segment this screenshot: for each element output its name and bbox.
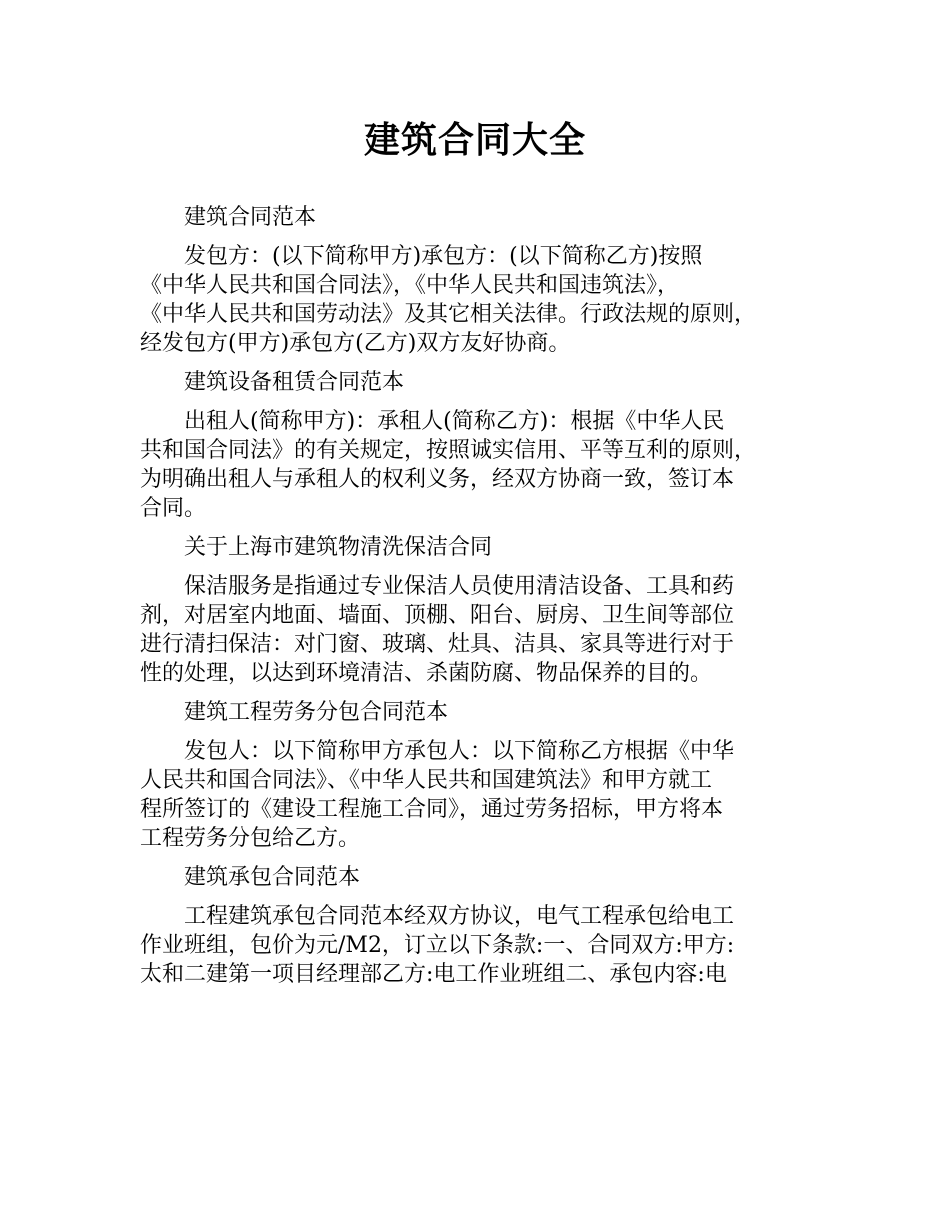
- paragraph-line: 剂，对居室内地面、墙面、顶棚、阳台、厨房、卫生间等部位: [140, 603, 735, 628]
- document-body: [140, 203, 824, 999]
- paragraph-line: 《中华人民共和国劳动法》及其它相关法律。行政法规的原则，: [140, 302, 757, 327]
- paragraph-line: 合同。: [140, 496, 207, 521]
- section-paragraph: [140, 572, 824, 688]
- section-heading: 建筑设备租赁合同范本: [184, 370, 405, 395]
- section-heading: 关于上海市建筑物清洗保洁合同: [184, 535, 493, 560]
- paragraph-line: 工程劳务分包给乙方。: [140, 826, 361, 851]
- section-paragraph: [140, 242, 824, 358]
- paragraph-line: 《中华人民共和国合同法》，《中华人民共和国违筑法》，: [140, 273, 680, 298]
- paragraph-line: 为明确出租人与承租人的权利义务，经双方协商一致，签订本: [140, 467, 735, 492]
- document-title: 建筑合同大全: [363, 120, 586, 161]
- paragraph-line: 性的处理，以达到环境清洁、杀菌防腐、物品保养的目的。: [140, 661, 713, 686]
- section-heading: 建筑工程劳务分包合同范本: [184, 700, 449, 725]
- paragraph-line: 共和国合同法》的有关规定，按照诚实信用、平等互利的原则，: [140, 438, 757, 463]
- section-heading: 建筑承包合同范本: [184, 865, 361, 890]
- section-paragraph: [140, 902, 824, 989]
- paragraph-line: 经发包方(甲方)承包方(乙方)双方友好协商。: [140, 331, 571, 356]
- paragraph-line: 程所签订的《建设工程施工合同》，通过劳务招标，甲方将本: [140, 797, 724, 822]
- paragraph-line: 保洁服务是指通过专业保洁人员使用清洁设备、工具和药: [184, 574, 735, 599]
- paragraph-line: 作业班组，包价为元/M2，订立以下条款:一、合同双方:甲方:: [140, 933, 735, 958]
- paragraph-line: 出租人(简称甲方)：承租人(简称乙方)：根据《中华人民: [184, 409, 725, 434]
- paragraph-line: 发包方：(以下简称甲方)承包方：(以下简称乙方)按照: [184, 244, 703, 269]
- section-heading: 建筑合同范本: [184, 205, 317, 230]
- paragraph-line: 人民共和国合同法》、《中华人民共和国建筑法》和甲方就工: [140, 768, 713, 793]
- paragraph-line: 发包人：以下简称甲方承包人：以下简称乙方根据《中华: [184, 739, 735, 764]
- paragraph-line: 太和二建第一项目经理部乙方:电工作业班组二、承包内容:电: [140, 962, 727, 987]
- paragraph-line: 工程建筑承包合同范本经双方协议，电气工程承包给电工: [184, 904, 735, 929]
- paragraph-line: 进行清扫保洁：对门窗、玻璃、灶具、洁具、家具等进行对于: [140, 632, 735, 657]
- section-paragraph: [140, 737, 824, 853]
- section-paragraph: [140, 407, 824, 523]
